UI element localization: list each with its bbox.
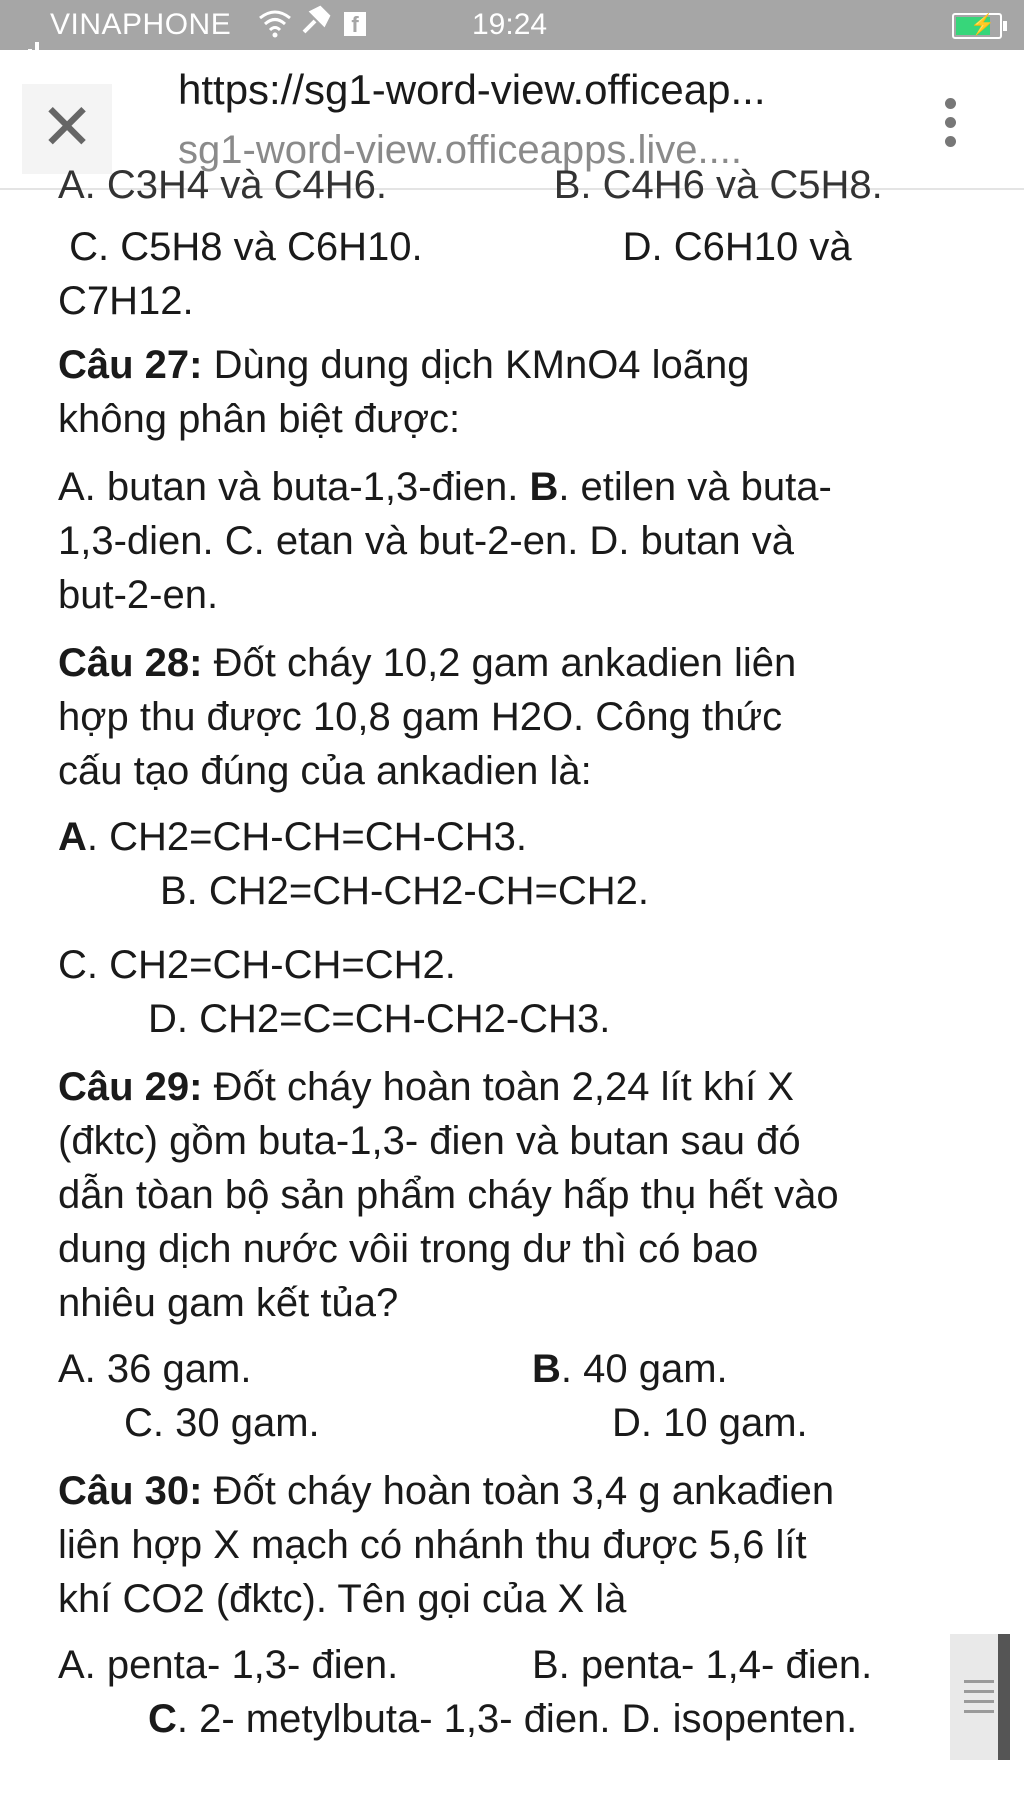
- doc-line: dung dịch nước vôii trong dư thì có bao: [58, 1227, 759, 1271]
- doc-line: D. CH2=C=CH-CH2-CH3.: [148, 997, 611, 1041]
- doc-line: dẫn tòan bộ sản phẩm cháy hấp thụ hết vào: [58, 1173, 839, 1217]
- doc-text: . 40 gam.: [560, 1347, 728, 1391]
- doc-line: [58, 810, 527, 864]
- doc-line: A. penta- 1,3- đien.: [58, 1643, 399, 1687]
- doc-line: liên hợp X mạch có nhánh thu được 5,6 lít: [58, 1523, 807, 1567]
- doc-text: Đốt cháy hoàn toàn 3,4 g ankađien: [202, 1469, 835, 1513]
- question-28: [58, 636, 796, 690]
- carrier-name: VINAPHONE: [50, 8, 232, 41]
- scrollbar-handle[interactable]: [950, 1634, 1010, 1760]
- document-view: [0, 163, 1024, 1820]
- doc-text: . etilen và buta-: [558, 465, 832, 509]
- question-29: [58, 1060, 794, 1114]
- wifi-icon: [258, 8, 292, 45]
- answer-letter: A: [58, 815, 87, 859]
- doc-line: C7H12.: [58, 279, 194, 323]
- close-icon: ✕: [40, 91, 94, 163]
- tool-icon: [300, 6, 330, 43]
- doc-text: Đốt cháy hoàn toàn 2,24 lít khí X: [202, 1065, 794, 1109]
- doc-line: A. 36 gam.: [58, 1347, 252, 1391]
- doc-line: khí CO2 (đktc). Tên gọi của X là: [58, 1577, 627, 1621]
- doc-line: 1,3-dien. C. etan và but-2-en. D. butan và: [58, 519, 794, 563]
- answer-letter: C: [148, 1697, 177, 1741]
- question-label: Câu 29:: [58, 1065, 203, 1109]
- doc-text: . 2- metylbuta- 1,3- đien. D. isopenten.: [176, 1697, 858, 1741]
- doc-line: C. CH2=CH-CH=CH2.: [58, 943, 456, 987]
- doc-line: C. C5H8 và C6H10. D. C6H10 và: [58, 225, 852, 269]
- answer-letter: B: [529, 465, 559, 509]
- drag-handle-icon: [964, 1680, 994, 1720]
- doc-line: nhiêu gam kết tủa?: [58, 1281, 399, 1325]
- overflow-menu-button[interactable]: [930, 90, 970, 180]
- battery-charging-icon: ⚡: [952, 13, 1002, 39]
- doc-line: B. penta- 1,4- đien.: [532, 1643, 873, 1687]
- question-27: [58, 338, 750, 392]
- doc-text: A. butan và buta-1,3-đien.: [58, 465, 530, 509]
- answer-letter: B: [532, 1347, 561, 1391]
- facebook-icon: f: [344, 12, 366, 36]
- url-title: https://sg1-word-view.officeap...: [178, 66, 766, 113]
- doc-line: [532, 1342, 728, 1396]
- doc-line: [58, 460, 832, 514]
- doc-line: cấu tạo đúng của ankadien là:: [58, 749, 592, 793]
- doc-line: hợp thu được 10,8 gam H2O. Công thức: [58, 695, 783, 739]
- url-domain: sg1-word-view.officeapps.live....: [178, 128, 742, 172]
- question-label: Câu 27:: [58, 343, 203, 387]
- doc-line: but-2-en.: [58, 573, 219, 617]
- doc-text: Dùng dung dịch KMnO4 loãng: [202, 343, 750, 387]
- question-30: [58, 1464, 834, 1518]
- doc-line: (đktc) gồm buta-1,3- đien và butan sau đó: [58, 1119, 801, 1163]
- doc-line: D. 10 gam.: [612, 1401, 808, 1445]
- question-label: Câu 28:: [58, 641, 203, 685]
- clock: 19:24: [472, 8, 548, 41]
- doc-line: C. 30 gam.: [124, 1401, 320, 1445]
- status-bar: [0, 0, 1024, 50]
- doc-line: [148, 1692, 857, 1746]
- doc-text: Đốt cháy 10,2 gam ankadien liên: [202, 641, 797, 685]
- doc-line: không phân biệt được:: [58, 397, 461, 441]
- question-label: Câu 30:: [58, 1469, 203, 1513]
- doc-line: A. C3H4 và C4H6. B. C4H6 và C5H8.: [58, 163, 883, 207]
- doc-line: B. CH2=CH-CH2-CH=CH2.: [160, 869, 649, 913]
- doc-text: . CH2=CH-CH=CH-CH3.: [86, 815, 527, 859]
